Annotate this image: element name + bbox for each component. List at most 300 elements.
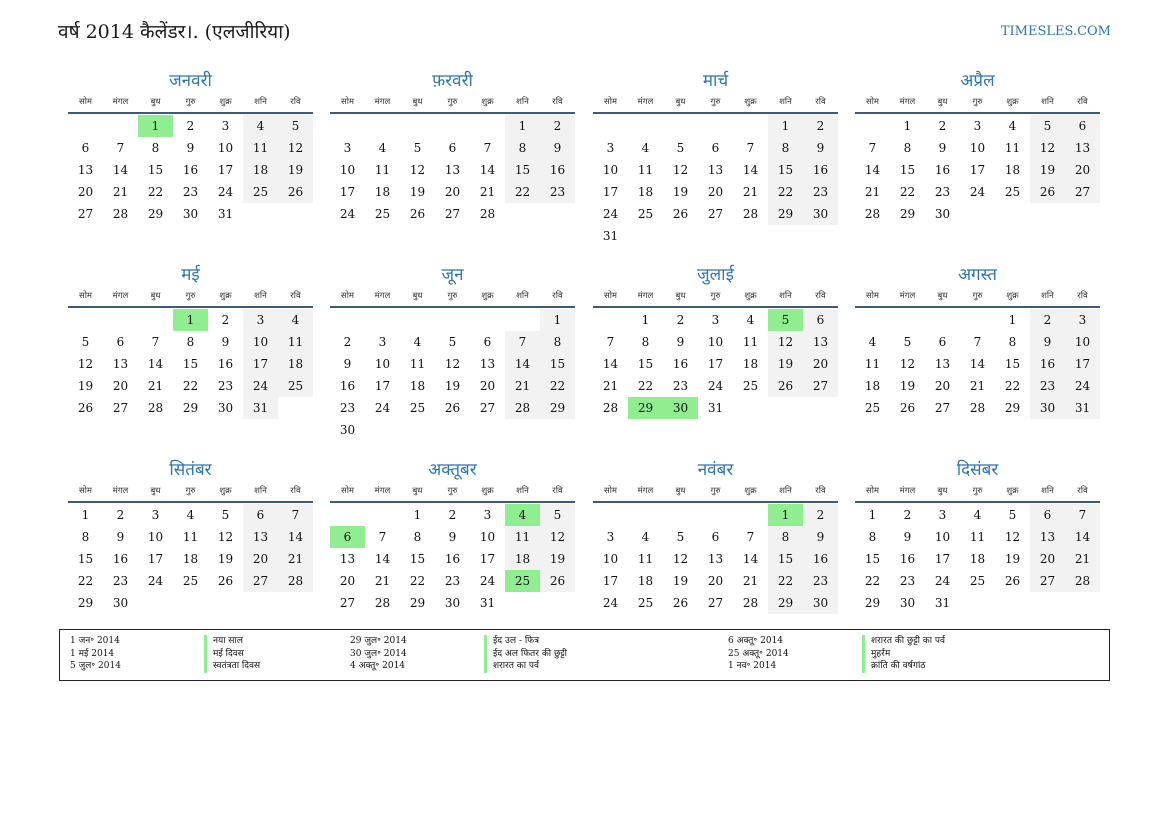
weekday-label: शनि: [779, 486, 792, 496]
day-cell: 13: [339, 552, 356, 566]
day-cell: 15: [182, 357, 199, 371]
day-cell: 3: [938, 508, 947, 522]
days-grid: [68, 504, 313, 614]
day-cell: 19: [278, 159, 313, 181]
day-cell: 4: [278, 309, 313, 331]
day-cell: 19: [77, 379, 94, 393]
weekday-label: बुध: [675, 97, 686, 107]
empty-cell: [470, 309, 505, 331]
day-cell: 12: [217, 530, 234, 544]
weekday-label: गुरु: [447, 97, 458, 107]
day-cell: 12: [899, 357, 916, 371]
day-cell: 17: [934, 552, 951, 566]
days-grid: [330, 504, 575, 614]
legend-holiday-name: नया साल: [213, 636, 243, 646]
day-cell: 21: [147, 379, 164, 393]
day-cell: 4: [973, 508, 982, 522]
day-cell: 10: [602, 163, 619, 177]
month-name: मई: [181, 265, 200, 285]
weekday-label: रवि: [290, 291, 301, 301]
day-cell: 18: [182, 552, 199, 566]
day-cell: 30: [934, 207, 951, 221]
day-cell: 22: [409, 574, 426, 588]
day-cell: 2: [676, 313, 685, 327]
empty-cell: [663, 115, 698, 137]
weekday-header: [330, 92, 575, 114]
empty-cell: [593, 309, 628, 331]
day-cell: 25: [969, 574, 986, 588]
day-cell: 16: [672, 357, 689, 371]
day-cell: 10: [339, 163, 356, 177]
day-cell: 26: [899, 401, 916, 415]
day-cell: 20: [1030, 548, 1065, 570]
day-cell: 14: [112, 163, 129, 177]
day-cell: 22: [637, 379, 654, 393]
day-cell: 28: [864, 207, 881, 221]
day-cell: 17: [707, 357, 724, 371]
day-cell: 3: [151, 508, 160, 522]
day-cell: 7: [973, 335, 982, 349]
day-cell: 10: [243, 331, 278, 353]
day-cell: 17: [217, 163, 234, 177]
legend-date: 25 अक्तू॰ 2014: [728, 648, 789, 659]
day-cell: 21: [864, 185, 881, 199]
day-cell: 21: [479, 185, 496, 199]
weekday-label: रवि: [552, 486, 563, 496]
day-cell: 7: [116, 141, 125, 155]
day-cell: 21: [602, 379, 619, 393]
day-cell: 13: [1030, 526, 1065, 548]
day-cell: 9: [938, 141, 947, 155]
weekday-label: गुरु: [185, 486, 196, 496]
day-cell: 10: [147, 530, 164, 544]
month-calendar: [855, 70, 1100, 225]
day-cell: 21: [1065, 548, 1100, 570]
day-cell: 22: [505, 181, 540, 203]
weekday-label: बुध: [150, 486, 161, 496]
day-cell: 2: [1030, 309, 1065, 331]
day-cell: 4: [378, 141, 387, 155]
day-cell: 21: [112, 185, 129, 199]
day-cell: 5: [676, 141, 685, 155]
empty-cell: [628, 504, 663, 526]
day-cell: 18: [637, 185, 654, 199]
day-cell: 6: [711, 141, 720, 155]
day-cell: 27: [112, 401, 129, 415]
day-cell: 20: [479, 379, 496, 393]
day-cell: 21: [742, 185, 759, 199]
day-cell: 15: [1004, 357, 1021, 371]
weekday-label: गुरु: [972, 291, 983, 301]
day-cell: 30: [217, 401, 234, 415]
legend-holiday-name: स्वतंत्रता दिवस: [213, 661, 261, 671]
weekday-label: सोम: [78, 486, 93, 496]
day-cell: 3: [606, 530, 615, 544]
day-cell: 8: [641, 335, 650, 349]
day-cell: 6: [243, 504, 278, 526]
month-calendar: [68, 459, 313, 614]
weekday-label: शुक्र: [219, 291, 232, 301]
weekday-label: शुक्र: [481, 291, 494, 301]
days-grid: [68, 309, 313, 419]
weekday-label: बुध: [675, 486, 686, 496]
day-cell: 11: [742, 335, 759, 349]
day-cell: 6: [711, 530, 720, 544]
day-cell: 13: [707, 163, 724, 177]
day-cell: 15: [77, 552, 94, 566]
weekday-label: सोम: [78, 97, 93, 107]
day-cell: 26: [672, 596, 689, 610]
day-cell: 1: [81, 508, 90, 522]
day-cell: 27: [479, 401, 496, 415]
day-cell: 24: [243, 375, 278, 397]
day-cell: 15: [899, 163, 916, 177]
day-cell: 22: [768, 570, 803, 592]
day-cell: 6: [803, 309, 838, 331]
day-cell: 29: [864, 596, 881, 610]
day-cell: 11: [278, 331, 313, 353]
day-cell: 4: [243, 115, 278, 137]
day-cell: 5: [221, 508, 230, 522]
weekday-header: [68, 481, 313, 503]
weekday-label: रवि: [815, 486, 826, 496]
day-cell: 16: [217, 357, 234, 371]
day-cell: 18: [409, 379, 426, 393]
day-cell: 13: [479, 357, 496, 371]
empty-cell: [400, 309, 435, 331]
day-cell: 2: [938, 119, 947, 133]
day-cell: 17: [969, 163, 986, 177]
day-cell: 3: [243, 309, 278, 331]
day-cell: 28: [602, 401, 619, 415]
day-cell: 14: [479, 163, 496, 177]
day-cell: 16: [112, 552, 129, 566]
legend-date: 30 जुल॰ 2014: [350, 648, 407, 659]
month-name: मार्च: [702, 71, 729, 91]
weekday-header: [855, 481, 1100, 503]
day-cell: 12: [444, 357, 461, 371]
weekday-label: सोम: [865, 97, 880, 107]
day-cell: 2: [116, 508, 125, 522]
empty-cell: [365, 309, 400, 331]
weekday-label: मंगल: [112, 97, 129, 107]
day-cell: 10: [1065, 331, 1100, 353]
day-cell: 20: [444, 185, 461, 199]
weekday-header: [330, 286, 575, 308]
legend-holiday-name: मई दिवस: [213, 648, 244, 659]
day-cell: 25: [374, 207, 391, 221]
day-cell: 14: [278, 526, 313, 548]
day-cell: 1: [505, 115, 540, 137]
day-cell: 22: [182, 379, 199, 393]
weekday-label: शुक्र: [744, 486, 757, 496]
weekday-label: शनि: [254, 486, 267, 496]
legend-name-column: [862, 635, 991, 673]
day-cell: 31: [934, 596, 951, 610]
day-cell: 15: [147, 163, 164, 177]
day-cell: 29: [409, 596, 426, 610]
day-cell: 28: [112, 207, 129, 221]
day-cell: 26: [1004, 574, 1021, 588]
day-cell: 22: [77, 574, 94, 588]
day-cell: 21: [374, 574, 391, 588]
day-cell: 21: [505, 375, 540, 397]
day-cell: 29: [77, 596, 94, 610]
day-cell: 18: [742, 357, 759, 371]
day-cell: 30: [803, 592, 838, 614]
day-cell: 30: [899, 596, 916, 610]
day-cell: 27: [707, 207, 724, 221]
day-cell: 20: [243, 548, 278, 570]
day-cell: 14: [742, 163, 759, 177]
holiday-legend: [59, 629, 1110, 681]
day-cell: 16: [803, 159, 838, 181]
day-cell: 30: [1030, 397, 1065, 419]
legend-name-column: [204, 635, 333, 673]
day-cell: 22: [864, 574, 881, 588]
legend-date-column: [70, 635, 190, 673]
month-name: जनवरी: [169, 71, 212, 91]
weekday-label: सोम: [865, 291, 880, 301]
day-cell: 23: [339, 401, 356, 415]
day-cell: 11: [637, 163, 654, 177]
day-cell: 23: [672, 379, 689, 393]
day-cell: 29: [540, 397, 575, 419]
day-cell: 18: [637, 574, 654, 588]
weekday-label: सोम: [865, 486, 880, 496]
day-cell: 13: [934, 357, 951, 371]
weekday-label: शुक्र: [1006, 486, 1019, 496]
weekday-label: शनि: [254, 97, 267, 107]
day-cell: 18: [969, 552, 986, 566]
month-calendar: [855, 459, 1100, 614]
day-cell: 8: [1008, 335, 1017, 349]
empty-cell: [733, 504, 768, 526]
empty-cell: [330, 504, 365, 526]
day-cell: 30: [444, 596, 461, 610]
day-cell: 9: [186, 141, 195, 155]
day-cell: 19: [540, 548, 575, 570]
day-cell: 12: [278, 137, 313, 159]
empty-cell: [593, 115, 628, 137]
weekday-label: मंगल: [899, 486, 916, 496]
day-cell: 14: [147, 357, 164, 371]
empty-cell: [365, 115, 400, 137]
month-calendar: [330, 264, 575, 441]
weekday-label: मंगल: [899, 291, 916, 301]
day-cell: 31: [602, 229, 619, 243]
month-name: दिसंबर: [956, 460, 999, 480]
day-cell: 15: [864, 552, 881, 566]
day-cell: 23: [803, 181, 838, 203]
day-cell: 18: [278, 353, 313, 375]
weekday-label: सोम: [603, 291, 618, 301]
day-cell: 17: [602, 185, 619, 199]
weekday-label: रवि: [552, 291, 563, 301]
day-cell: 14: [374, 552, 391, 566]
day-cell: 12: [672, 163, 689, 177]
day-cell: 15: [409, 552, 426, 566]
holiday-day-cell: 4: [505, 504, 540, 526]
legend-date-column: [728, 635, 848, 673]
weekday-label: रवि: [1077, 97, 1088, 107]
day-cell: 11: [243, 137, 278, 159]
empty-cell: [103, 309, 138, 331]
day-cell: 23: [934, 185, 951, 199]
day-cell: 27: [444, 207, 461, 221]
day-cell: 15: [768, 548, 803, 570]
day-cell: 20: [707, 185, 724, 199]
legend-date-column: [350, 635, 470, 673]
legend-holiday-name: शरारत का पर्व: [493, 661, 540, 671]
day-cell: 27: [77, 207, 94, 221]
day-cell: 24: [707, 379, 724, 393]
day-cell: 12: [1030, 137, 1065, 159]
day-cell: 25: [742, 379, 759, 393]
weekday-label: सोम: [78, 291, 93, 301]
day-cell: 29: [147, 207, 164, 221]
day-cell: 17: [339, 185, 356, 199]
day-cell: 25: [637, 207, 654, 221]
weekday-label: रवि: [552, 97, 563, 107]
day-cell: 24: [1065, 375, 1100, 397]
day-cell: 4: [186, 508, 195, 522]
day-cell: 20: [77, 185, 94, 199]
weekday-label: सोम: [340, 486, 355, 496]
empty-cell: [505, 309, 540, 331]
day-cell: 15: [540, 353, 575, 375]
weekday-label: बुध: [150, 291, 161, 301]
weekday-header: [330, 481, 575, 503]
weekday-label: शनि: [516, 97, 529, 107]
day-cell: 17: [243, 353, 278, 375]
day-cell: 8: [903, 141, 912, 155]
day-cell: 17: [374, 379, 391, 393]
day-cell: 9: [803, 526, 838, 548]
day-cell: 28: [374, 596, 391, 610]
day-cell: 20: [339, 574, 356, 588]
day-cell: 1: [641, 313, 650, 327]
day-cell: 4: [746, 313, 755, 327]
day-cell: 11: [409, 357, 426, 371]
legend-date: 6 अक्तू॰ 2014: [728, 636, 784, 646]
weekday-header: [593, 481, 838, 503]
day-cell: 31: [1065, 397, 1100, 419]
month-name: अक्तूबर: [428, 460, 477, 480]
day-cell: 13: [444, 163, 461, 177]
weekday-label: शनि: [779, 97, 792, 107]
day-cell: 26: [768, 375, 803, 397]
month-calendar: [855, 264, 1100, 419]
weekday-label: गुरु: [447, 291, 458, 301]
day-cell: 18: [505, 548, 540, 570]
day-cell: 30: [182, 207, 199, 221]
weekday-label: रवि: [815, 291, 826, 301]
empty-cell: [68, 309, 103, 331]
day-cell: 23: [112, 574, 129, 588]
day-cell: 7: [746, 141, 755, 155]
day-cell: 28: [147, 401, 164, 415]
day-cell: 16: [540, 159, 575, 181]
day-cell: 9: [540, 137, 575, 159]
day-cell: 26: [409, 207, 426, 221]
day-cell: 13: [803, 331, 838, 353]
day-cell: 22: [768, 181, 803, 203]
day-cell: 19: [672, 185, 689, 199]
day-cell: 11: [637, 552, 654, 566]
legend-date: 1 नव॰ 2014: [728, 661, 777, 671]
day-cell: 4: [413, 335, 422, 349]
day-cell: 9: [221, 335, 230, 349]
day-cell: 5: [540, 504, 575, 526]
weekday-label: गुरु: [972, 97, 983, 107]
day-cell: 25: [637, 596, 654, 610]
day-cell: 24: [147, 574, 164, 588]
month-calendar: [330, 459, 575, 614]
weekday-label: शुक्र: [744, 97, 757, 107]
day-cell: 19: [899, 379, 916, 393]
day-cell: 26: [278, 181, 313, 203]
day-cell: 16: [339, 379, 356, 393]
day-cell: 26: [217, 574, 234, 588]
day-cell: 27: [1030, 570, 1065, 592]
empty-cell: [103, 115, 138, 137]
day-cell: 24: [934, 574, 951, 588]
day-cell: 13: [112, 357, 129, 371]
days-grid: [330, 309, 575, 441]
month-name: अप्रैल: [960, 71, 995, 91]
day-cell: 9: [343, 357, 352, 371]
day-cell: 16: [1030, 353, 1065, 375]
day-cell: 20: [803, 353, 838, 375]
day-cell: 20: [707, 574, 724, 588]
day-cell: 28: [1065, 570, 1100, 592]
day-cell: 13: [1065, 137, 1100, 159]
day-cell: 4: [868, 335, 877, 349]
day-cell: 7: [1065, 504, 1100, 526]
days-grid: [855, 504, 1100, 614]
day-cell: 14: [742, 552, 759, 566]
site-link[interactable]: TIMESLES.COM: [1000, 24, 1111, 39]
day-cell: 8: [768, 526, 803, 548]
day-cell: 13: [77, 163, 94, 177]
day-cell: 29: [1004, 401, 1021, 415]
weekday-label: गुरु: [185, 97, 196, 107]
day-cell: 7: [378, 530, 387, 544]
month-calendar: [68, 264, 313, 419]
weekday-label: गुरु: [447, 486, 458, 496]
day-cell: 16: [803, 548, 838, 570]
day-cell: 24: [217, 185, 234, 199]
day-cell: 25: [243, 181, 278, 203]
day-cell: 22: [899, 185, 916, 199]
day-cell: 27: [243, 570, 278, 592]
month-calendar: [593, 459, 838, 614]
day-cell: 8: [151, 141, 160, 155]
weekday-label: मंगल: [899, 97, 916, 107]
weekday-label: गुरु: [710, 291, 721, 301]
day-cell: 25: [409, 401, 426, 415]
day-cell: 19: [217, 552, 234, 566]
weekday-label: मंगल: [112, 291, 129, 301]
day-cell: 2: [803, 504, 838, 526]
day-cell: 7: [278, 504, 313, 526]
day-cell: 11: [864, 357, 881, 371]
day-cell: 23: [540, 181, 575, 203]
day-cell: 30: [339, 423, 356, 437]
day-cell: 24: [602, 596, 619, 610]
empty-cell: [435, 115, 470, 137]
